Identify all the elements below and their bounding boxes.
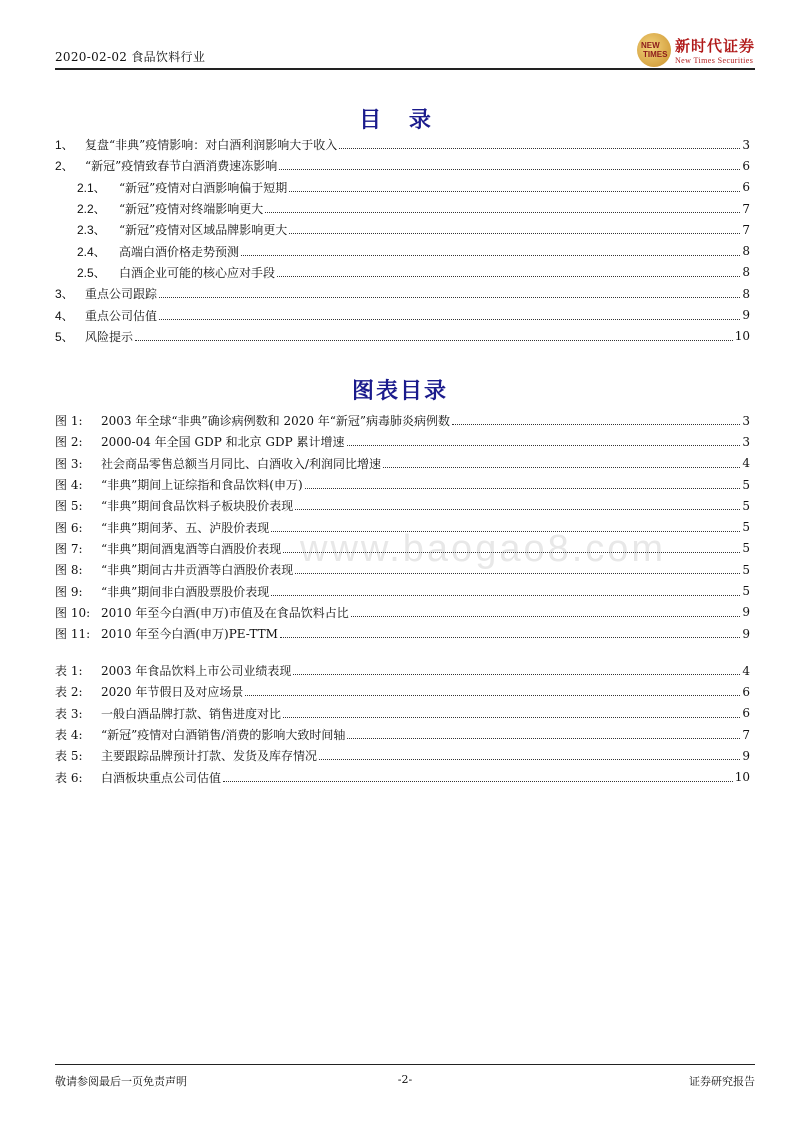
entry-title: 风险提示 <box>85 329 134 344</box>
entry-number: 3、 <box>55 287 74 302</box>
table-entry[interactable] <box>55 724 750 745</box>
dot-leader <box>135 340 733 341</box>
entry-title: 2020 年节假日及对应场景 <box>101 685 244 700</box>
entry-number: 图 4: <box>55 478 83 493</box>
entry-title: 2003 年全球“非典”确诊病例数和 2020 年“新冠”病毒肺炎病例数 <box>101 414 451 429</box>
entry-title: “非典”期间古井贡酒等白酒股价表现 <box>101 563 294 578</box>
dot-leader <box>347 445 741 446</box>
dot-leader <box>383 467 740 468</box>
entry-number: 2、 <box>55 159 74 174</box>
entry-title: “新冠”疫情对白酒影响偏于短期 <box>119 180 288 195</box>
entry-page: 9 <box>742 748 750 763</box>
entry-page: 10 <box>734 770 750 785</box>
entry-title: 主要跟踪品牌预计打款、发货及库存情况 <box>101 749 318 764</box>
entry-number: 2.5、 <box>77 265 106 280</box>
entry-page: 5 <box>742 562 750 577</box>
toc-entry[interactable] <box>55 304 750 325</box>
entry-page: 8 <box>742 265 750 280</box>
entry-page: 4 <box>742 456 750 471</box>
toc-entry[interactable] <box>55 240 750 261</box>
entry-number: 图 5: <box>55 499 83 514</box>
entry-number: 1、 <box>55 138 74 153</box>
entry-number: 图 8: <box>55 563 83 578</box>
dot-leader <box>279 169 740 170</box>
entry-number: 表 6: <box>55 770 83 785</box>
page-header <box>55 30 755 70</box>
dot-leader <box>280 637 740 638</box>
figure-entry[interactable] <box>55 410 750 431</box>
entry-number: 图 6: <box>55 520 83 535</box>
entry-page: 5 <box>742 541 750 556</box>
entry-page: 9 <box>742 308 750 323</box>
entry-page: 6 <box>742 158 750 173</box>
dot-leader <box>245 695 740 696</box>
entry-title: “新冠”疫情对终端影响更大 <box>119 202 264 217</box>
entry-number: 图 2: <box>55 435 83 450</box>
entry-number: 表 4: <box>55 728 83 743</box>
entry-title: 白酒板块重点公司估值 <box>101 770 222 785</box>
entry-title: “非典”期间食品饮料子板块股价表现 <box>101 499 294 514</box>
entry-page: 5 <box>742 584 750 599</box>
table-entry[interactable] <box>55 745 750 766</box>
entry-page: 5 <box>742 498 750 513</box>
entry-number: 图 3: <box>55 456 83 471</box>
dot-leader <box>347 738 740 739</box>
dot-leader <box>305 488 741 489</box>
toc-entry[interactable] <box>55 134 750 155</box>
dot-leader <box>339 148 740 149</box>
entry-number: 表 5: <box>55 749 83 764</box>
toc-entry[interactable] <box>55 198 750 219</box>
entry-page: 10 <box>734 329 750 344</box>
entry-title: “非典”期间酒鬼酒等白酒股价表现 <box>101 541 282 556</box>
entry-number: 表 3: <box>55 706 83 721</box>
dot-leader <box>289 191 740 192</box>
entry-page: 7 <box>742 727 750 742</box>
header-date-industry <box>55 48 205 65</box>
header-divider <box>55 68 755 70</box>
entry-title: “新冠”疫情致春节白酒消费速冻影响 <box>85 159 278 174</box>
entry-page: 3 <box>742 137 750 152</box>
header-industry: 食品饮料行业 <box>131 50 206 64</box>
entry-number: 2.1、 <box>77 180 106 195</box>
toc-entry[interactable] <box>55 262 750 283</box>
entry-page: 8 <box>742 244 750 259</box>
entry-title: 2010 年至今白酒(申万)市值及在食品饮料占比 <box>101 605 349 620</box>
toc-entry[interactable] <box>55 283 750 304</box>
entry-number: 5、 <box>55 329 74 344</box>
entry-title: 2000-04 年全国 GDP 和北京 GDP 累计增速 <box>101 435 345 450</box>
footer-divider <box>55 1064 755 1065</box>
toc-list <box>55 134 750 347</box>
entry-title: 重点公司跟踪 <box>85 287 158 302</box>
logo-name-cn: 新时代证券 <box>674 37 755 55</box>
dot-leader <box>289 233 740 234</box>
table-entry[interactable] <box>55 703 750 724</box>
entry-page: 6 <box>742 684 750 699</box>
entry-title: 2003 年食品饮料上市公司业绩表现 <box>101 664 292 679</box>
entry-title: 白酒企业可能的核心应对手段 <box>119 265 276 280</box>
dot-leader <box>293 674 740 675</box>
entry-page: 3 <box>742 413 750 428</box>
entry-page: 8 <box>742 286 750 301</box>
dot-leader <box>159 297 740 298</box>
entry-page: 3 <box>742 434 750 449</box>
dot-leader <box>159 319 740 320</box>
entry-number: 图 11: <box>55 627 91 642</box>
figure-entry[interactable] <box>55 602 750 623</box>
figure-entry[interactable] <box>55 623 750 644</box>
entry-number: 2.3、 <box>77 223 106 238</box>
entry-title: 高端白酒价格走势预测 <box>119 244 240 259</box>
table-entry[interactable] <box>55 660 750 681</box>
entry-title: “非典”期间非白酒股票股价表现 <box>101 584 270 599</box>
entry-title: 一般白酒品牌打款、销售进度对比 <box>101 706 282 721</box>
header-date: 2020-02-02 <box>55 50 128 64</box>
entry-title: “非典”期间上证综指和食品饮料(申万) <box>101 478 303 493</box>
dot-leader <box>452 424 740 425</box>
entry-title: 重点公司估值 <box>85 308 158 323</box>
dot-leader <box>295 509 740 510</box>
footer-report-type: 证券研究报告 <box>689 1075 755 1088</box>
toc-entry[interactable] <box>55 219 750 240</box>
table-list <box>55 660 750 788</box>
figure-entry[interactable] <box>55 453 750 474</box>
entry-number: 表 1: <box>55 664 83 679</box>
toc-entry[interactable] <box>55 155 750 176</box>
watermark: www.baogao8.com <box>300 528 667 570</box>
entry-page: 7 <box>742 222 750 237</box>
entry-title: 社会商品零售总额当月同比、白酒收入/利润同比增速 <box>101 456 382 471</box>
entry-page: 7 <box>742 201 750 216</box>
entry-number: 图 10: <box>55 605 91 620</box>
entry-number: 2.2、 <box>77 202 106 217</box>
dot-leader <box>223 781 733 782</box>
dot-leader <box>265 212 740 213</box>
page-number: -2- <box>397 1073 413 1086</box>
entry-title: “新冠”疫情对白酒销售/消费的影响大致时间轴 <box>101 728 346 743</box>
dot-leader <box>351 616 741 617</box>
entry-number: 图 9: <box>55 584 83 599</box>
logo-name-en: New Times Securities <box>674 56 754 65</box>
figure-entry[interactable] <box>55 580 750 601</box>
dot-leader <box>271 595 740 596</box>
entry-number: 图 1: <box>55 414 83 429</box>
entry-number: 2.4、 <box>77 244 106 259</box>
entry-page: 9 <box>742 626 750 641</box>
dot-leader <box>277 276 740 277</box>
entry-number: 表 2: <box>55 685 83 700</box>
entry-page: 5 <box>742 520 750 535</box>
entry-title: 复盘“非典”疫情影响：对白酒利润影响大于收入 <box>85 138 338 153</box>
toc-entry[interactable] <box>55 326 750 347</box>
table-entry[interactable] <box>55 681 750 702</box>
entry-page: 6 <box>742 706 750 721</box>
entry-number: 图 7: <box>55 541 83 556</box>
company-logo <box>637 32 755 68</box>
entry-title: “新冠”疫情对区域品牌影响更大 <box>119 223 288 238</box>
figure-entry[interactable] <box>55 431 750 452</box>
figure-entry[interactable] <box>55 495 750 516</box>
entry-title: 2010 年至今白酒(申万)PE-TTM <box>101 627 278 642</box>
entry-page: 6 <box>742 180 750 195</box>
entry-title: “非典”期间茅、五、泸股价表现 <box>101 520 270 535</box>
dot-leader <box>319 759 740 760</box>
figure-entry[interactable] <box>55 474 750 495</box>
entry-page: 5 <box>742 477 750 492</box>
logo-emblem-icon: NEW TIMES <box>637 33 671 67</box>
dot-leader <box>241 255 740 256</box>
entry-page: 9 <box>742 605 750 620</box>
figures-title: 图表目录 <box>351 379 448 404</box>
table-entry[interactable] <box>55 766 750 787</box>
entry-number: 4、 <box>55 308 74 323</box>
toc-entry[interactable] <box>55 177 750 198</box>
entry-page: 4 <box>742 663 750 678</box>
footer-disclaimer: 敬请参阅最后一页免责声明 <box>55 1075 187 1088</box>
dot-leader <box>283 717 740 718</box>
toc-title: 目 录 <box>359 108 441 133</box>
dot-leader <box>295 573 740 574</box>
